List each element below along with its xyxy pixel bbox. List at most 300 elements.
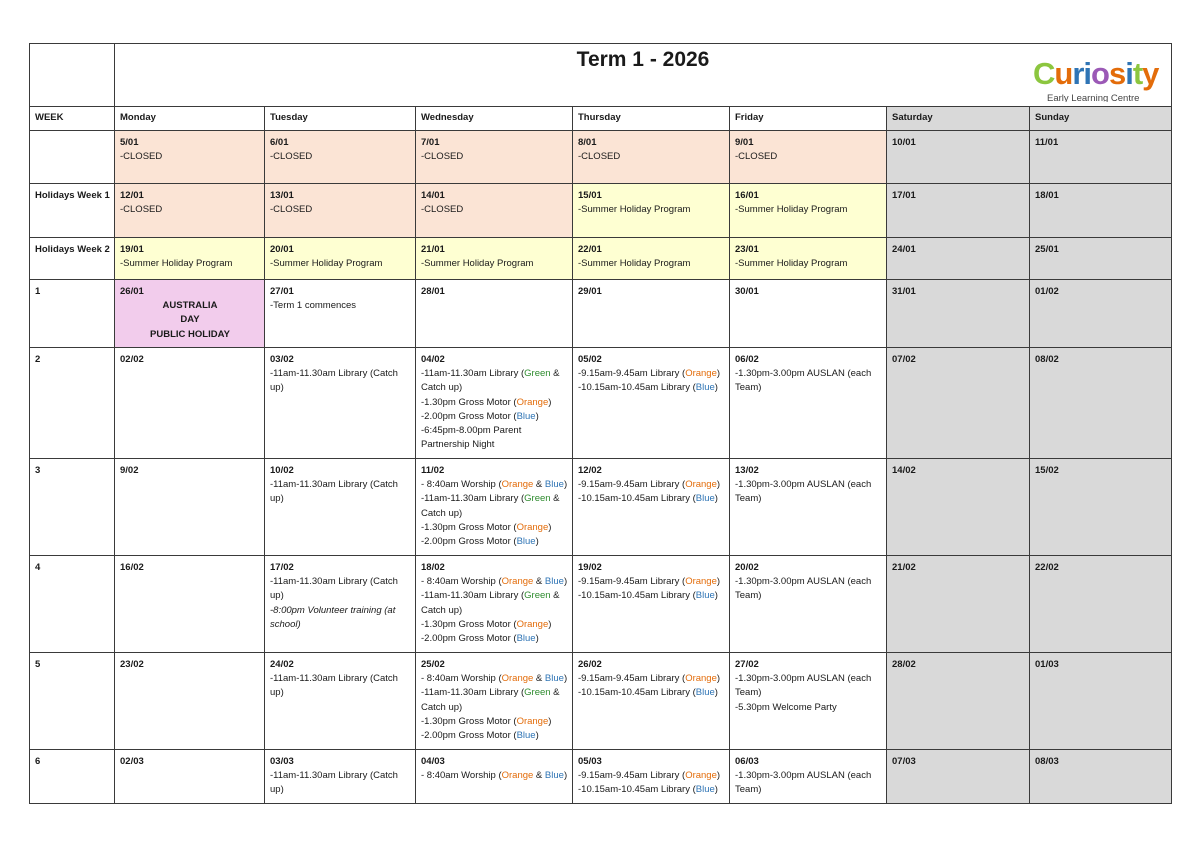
event-text: -Summer Holiday Program <box>735 258 848 270</box>
day-date: 15/02 <box>1035 465 1059 476</box>
team-color-label: Green <box>524 687 551 699</box>
day-cell <box>416 280 573 348</box>
event-text: -11am-11.30am Library ( <box>421 687 525 699</box>
event-text: Team) <box>735 590 762 602</box>
day-date: 13/01 <box>270 190 294 201</box>
day-date: 22/02 <box>1035 562 1059 573</box>
day-cell <box>1030 131 1172 184</box>
team-color-label: Orange <box>501 479 534 491</box>
team-color-label: Orange <box>685 576 717 588</box>
day-cell <box>730 348 887 459</box>
day-cell <box>1030 280 1172 348</box>
day-date: 15/01 <box>578 190 602 201</box>
day-cell <box>115 184 265 238</box>
event-line <box>421 367 568 381</box>
corner-cell <box>30 44 115 107</box>
team-color-label: Orange <box>685 479 717 491</box>
week-label: Holidays Week 1 <box>30 184 115 238</box>
day-cell <box>1030 348 1172 459</box>
title-row <box>30 44 1172 107</box>
event-text: ) <box>716 576 721 588</box>
day-date: 8/01 <box>578 137 597 148</box>
week-label: 6 <box>30 750 115 804</box>
day-cell <box>730 238 887 280</box>
event-text: -10.15am-10.45am Library ( <box>578 590 696 602</box>
event-text: -10.15am-10.45am Library ( <box>578 382 696 394</box>
event-text: -9.15am-9.45am Library ( <box>578 368 686 380</box>
day-cell <box>573 131 730 184</box>
event-text: -2.00pm Gross Motor ( <box>421 536 517 548</box>
event-line <box>578 672 725 686</box>
event-text: ) <box>563 576 568 588</box>
event-text: Team) <box>735 784 762 796</box>
day-cell <box>1030 750 1172 804</box>
event-line <box>735 701 882 715</box>
event-text: ) <box>716 479 721 491</box>
day-date: 14/01 <box>421 190 445 201</box>
team-color-label: Blue <box>695 687 715 699</box>
event-text: ) <box>716 368 721 380</box>
event-line <box>421 257 568 271</box>
table-row <box>30 459 1172 556</box>
event-text: -11am-11.30am Library ( <box>421 493 525 505</box>
week-label: Holidays Week 2 <box>30 238 115 280</box>
team-color-label: Orange <box>501 673 534 685</box>
day-date: 24/02 <box>270 659 294 670</box>
day-date: 23/01 <box>735 244 759 255</box>
day-date: 07/02 <box>892 354 916 365</box>
team-color-label: Blue <box>516 410 536 422</box>
event-text: -CLOSED <box>270 151 313 163</box>
team-color-label: Blue <box>695 590 715 602</box>
event-text: & <box>550 687 560 699</box>
day-cell <box>416 131 573 184</box>
day-date: 21/02 <box>892 562 916 573</box>
day-date: 06/03 <box>735 756 759 767</box>
event-text: -11am-11.30am Library (Catch up) <box>270 770 398 796</box>
col-saturday: Saturday <box>887 107 1030 131</box>
event-text: Partnership Night <box>421 439 495 451</box>
event-text: -10.15am-10.45am Library ( <box>578 687 696 699</box>
day-cell <box>416 459 573 556</box>
day-cell <box>1030 556 1172 653</box>
event-line <box>735 589 882 603</box>
day-date: 20/01 <box>270 244 294 255</box>
event-text: & <box>533 576 545 588</box>
event-line <box>421 575 568 589</box>
holiday-label: AUSTRALIA <box>162 300 218 312</box>
event-text: - 8:40am Worship ( <box>421 479 502 491</box>
day-date: 7/01 <box>421 137 440 148</box>
day-date: 20/02 <box>735 562 759 573</box>
team-color-label: Orange <box>501 576 534 588</box>
event-line <box>421 589 568 603</box>
event-text: Catch up) <box>421 604 463 616</box>
curiosity-logo <box>1033 48 1165 102</box>
team-color-label: Blue <box>544 479 564 491</box>
team-color-label: Green <box>524 368 551 380</box>
event-text: & <box>550 493 560 505</box>
title-cell <box>115 44 1172 107</box>
team-color-label: Green <box>524 493 551 505</box>
event-line <box>421 701 568 715</box>
event-text: ) <box>563 770 568 782</box>
event-line <box>735 478 882 492</box>
day-date: 31/01 <box>892 286 916 297</box>
day-date: 14/02 <box>892 465 916 476</box>
day-cell <box>730 556 887 653</box>
day-date: 30/01 <box>735 286 759 297</box>
day-date: 08/03 <box>1035 756 1059 767</box>
day-date: 28/01 <box>421 286 445 297</box>
week-label: 4 <box>30 556 115 653</box>
day-cell <box>115 131 265 184</box>
event-line <box>421 478 568 492</box>
table-row <box>30 238 1172 280</box>
event-text: -CLOSED <box>421 151 464 163</box>
event-text: - 8:40am Worship ( <box>421 770 502 782</box>
event-line <box>735 686 882 700</box>
event-line <box>270 769 411 797</box>
event-line <box>578 367 725 381</box>
svg-text:Curiosity: Curiosity <box>1033 56 1159 91</box>
team-color-label: Blue <box>695 784 715 796</box>
day-date: 11/02 <box>421 465 445 476</box>
day-date: 26/01 <box>120 286 144 297</box>
day-date: 21/01 <box>421 244 445 255</box>
event-text: -CLOSED <box>120 151 163 163</box>
event-line <box>270 150 411 164</box>
team-color-label: Orange <box>516 618 549 630</box>
day-cell <box>887 238 1030 280</box>
event-line <box>421 672 568 686</box>
event-text: Catch up) <box>421 382 463 394</box>
event-line <box>735 150 882 164</box>
event-text: -11am-11.30am Library ( <box>421 590 525 602</box>
day-date: 10/01 <box>892 137 916 148</box>
day-cell <box>573 348 730 459</box>
event-line <box>120 203 260 217</box>
event-text: ) <box>548 618 552 630</box>
day-date: 23/02 <box>120 659 144 670</box>
day-cell <box>887 459 1030 556</box>
event-line <box>421 150 568 164</box>
day-cell <box>265 184 416 238</box>
day-date: 12/01 <box>120 190 144 201</box>
team-color-label: Blue <box>695 382 715 394</box>
day-date: 04/02 <box>421 354 445 365</box>
event-text: -10.15am-10.45am Library ( <box>578 493 696 505</box>
event-text: -1.30pm-3.00pm AUSLAN (each <box>735 576 872 588</box>
day-date: 28/02 <box>892 659 916 670</box>
day-date: 29/01 <box>578 286 602 297</box>
event-text: -1.30pm-3.00pm AUSLAN (each <box>735 770 872 782</box>
event-text: -CLOSED <box>421 204 464 216</box>
event-text: -1.30pm Gross Motor ( <box>421 715 517 727</box>
day-cell <box>730 750 887 804</box>
day-cell <box>115 459 265 556</box>
event-line <box>421 424 568 438</box>
event-text: -8:00pm Volunteer training (at <box>270 604 396 616</box>
event-line <box>421 715 568 729</box>
event-text: -1.30pm-3.00pm AUSLAN (each <box>735 368 872 380</box>
event-text: ) <box>714 382 718 394</box>
event-text: -11am-11.30am Library (Catch up) <box>270 479 398 505</box>
day-date: 01/03 <box>1035 659 1059 670</box>
event-text: -9.15am-9.45am Library ( <box>578 770 686 782</box>
day-cell <box>115 280 265 348</box>
day-cell <box>416 556 573 653</box>
logo-subtitle: Early Learning Centre <box>1047 93 1140 102</box>
day-cell <box>416 184 573 238</box>
event-text: ) <box>548 521 552 533</box>
day-cell <box>887 556 1030 653</box>
event-line <box>578 381 725 395</box>
header-row <box>30 107 1172 131</box>
team-color-label: Orange <box>685 770 717 782</box>
event-text: ) <box>548 715 552 727</box>
team-color-label: Blue <box>516 730 536 742</box>
team-color-label: Blue <box>544 770 564 782</box>
event-line <box>421 632 568 646</box>
event-line <box>578 150 725 164</box>
week-label: 5 <box>30 653 115 750</box>
event-line <box>735 203 882 217</box>
event-text: -Summer Holiday Program <box>120 258 233 270</box>
day-date: 27/02 <box>735 659 759 670</box>
day-date: 08/02 <box>1035 354 1059 365</box>
day-cell <box>730 280 887 348</box>
event-line <box>120 257 260 271</box>
day-cell <box>265 348 416 459</box>
day-cell <box>1030 459 1172 556</box>
event-text: -11am-11.30am Library ( <box>421 368 525 380</box>
day-cell <box>573 653 730 750</box>
event-line <box>735 381 882 395</box>
day-date: 6/01 <box>270 137 289 148</box>
day-date: 07/03 <box>892 756 916 767</box>
event-line <box>270 478 411 506</box>
table-row <box>30 750 1172 804</box>
col-wednesday: Wednesday <box>416 107 573 131</box>
day-cell <box>416 750 573 804</box>
event-line <box>578 478 725 492</box>
event-text: -Summer Holiday Program <box>270 258 383 270</box>
day-cell <box>573 184 730 238</box>
event-line <box>421 396 568 410</box>
event-line <box>735 769 882 783</box>
event-line <box>578 203 725 217</box>
day-cell <box>265 750 416 804</box>
day-date: 24/01 <box>892 244 916 255</box>
event-line <box>421 203 568 217</box>
day-cell <box>265 280 416 348</box>
day-date: 11/01 <box>1035 137 1059 148</box>
day-date: 17/02 <box>270 562 294 573</box>
event-text: -5.30pm Welcome Party <box>735 701 837 713</box>
event-text: -Summer Holiday Program <box>578 258 691 270</box>
day-date: 27/01 <box>270 286 294 297</box>
team-color-label: Blue <box>544 673 564 685</box>
event-text: -CLOSED <box>578 151 621 163</box>
event-line <box>270 604 411 618</box>
table-row <box>30 131 1172 184</box>
week-label: 2 <box>30 348 115 459</box>
event-line <box>270 299 411 313</box>
day-cell <box>730 131 887 184</box>
event-line <box>120 150 260 164</box>
day-date: 03/03 <box>270 756 294 767</box>
event-text: ) <box>563 673 568 685</box>
event-text: ) <box>535 536 539 548</box>
day-cell <box>1030 184 1172 238</box>
team-color-label: Orange <box>685 368 717 380</box>
event-text: -2.00pm Gross Motor ( <box>421 410 517 422</box>
event-text: ) <box>535 633 539 645</box>
day-date: 04/03 <box>421 756 445 767</box>
day-date: 19/02 <box>578 562 602 573</box>
event-line <box>735 367 882 381</box>
event-line <box>735 257 882 271</box>
day-date: 25/01 <box>1035 244 1059 255</box>
day-date: 02/02 <box>120 354 144 365</box>
event-line <box>421 381 568 395</box>
event-line <box>270 618 411 632</box>
event-text: ) <box>548 396 552 408</box>
col-sunday: Sunday <box>1030 107 1172 131</box>
event-text: Team) <box>735 382 762 394</box>
event-text: -1.30pm-3.00pm AUSLAN (each <box>735 673 872 685</box>
col-friday: Friday <box>730 107 887 131</box>
team-color-label: Orange <box>685 673 717 685</box>
event-text: - 8:40am Worship ( <box>421 576 502 588</box>
day-date: 9/02 <box>120 465 139 476</box>
team-color-label: Blue <box>516 536 536 548</box>
event-text: ) <box>714 687 718 699</box>
col-thursday: Thursday <box>573 107 730 131</box>
day-cell <box>265 238 416 280</box>
event-line <box>421 686 568 700</box>
event-text: -11am-11.30am Library (Catch up) <box>270 673 398 699</box>
page-title: Term 1 - 2026 <box>576 48 710 71</box>
day-cell <box>416 653 573 750</box>
event-line <box>735 492 882 506</box>
day-cell <box>887 131 1030 184</box>
day-cell <box>573 556 730 653</box>
event-line <box>578 589 725 603</box>
day-date: 19/01 <box>120 244 144 255</box>
col-tuesday: Tuesday <box>265 107 416 131</box>
event-line <box>421 438 568 452</box>
event-line <box>270 257 411 271</box>
day-cell <box>416 348 573 459</box>
event-line <box>578 686 725 700</box>
day-date: 18/02 <box>421 562 445 573</box>
event-line <box>270 575 411 603</box>
event-text: -9.15am-9.45am Library ( <box>578 576 686 588</box>
event-text: -10.15am-10.45am Library ( <box>578 784 696 796</box>
event-text: -CLOSED <box>270 204 313 216</box>
event-text: & <box>533 479 545 491</box>
event-text: -6:45pm-8.00pm Parent <box>421 425 522 437</box>
day-cell <box>573 750 730 804</box>
day-date: 9/01 <box>735 137 754 148</box>
day-cell <box>115 653 265 750</box>
team-color-label: Orange <box>516 715 549 727</box>
day-cell <box>265 653 416 750</box>
day-cell <box>887 653 1030 750</box>
table-row <box>30 280 1172 348</box>
day-date: 13/02 <box>735 465 759 476</box>
event-line <box>578 492 725 506</box>
table-row <box>30 184 1172 238</box>
event-line <box>270 203 411 217</box>
event-text: & <box>550 590 560 602</box>
day-cell <box>416 238 573 280</box>
day-cell <box>573 280 730 348</box>
event-text: -2.00pm Gross Motor ( <box>421 633 517 645</box>
event-text: -1.30pm Gross Motor ( <box>421 396 517 408</box>
event-text: -CLOSED <box>120 204 163 216</box>
day-cell <box>573 238 730 280</box>
event-text: ) <box>535 410 539 422</box>
week-label <box>30 131 115 184</box>
event-text: & <box>533 673 545 685</box>
day-cell <box>887 280 1030 348</box>
day-date: 05/03 <box>578 756 602 767</box>
event-line <box>270 367 411 395</box>
event-text: Catch up) <box>421 701 463 713</box>
day-cell <box>887 750 1030 804</box>
col-monday: Monday <box>115 107 265 131</box>
event-line <box>421 729 568 743</box>
event-text: Catch up) <box>421 507 463 519</box>
event-text: Team) <box>735 687 762 699</box>
event-line <box>735 783 882 797</box>
table-row <box>30 348 1172 459</box>
event-line <box>578 257 725 271</box>
team-color-label: Orange <box>516 396 549 408</box>
event-text: -1.30pm Gross Motor ( <box>421 521 517 533</box>
team-color-label: Orange <box>516 521 549 533</box>
holiday-label: PUBLIC HOLIDAY <box>150 328 230 340</box>
event-text: school) <box>270 618 301 630</box>
event-line <box>578 783 725 797</box>
event-line <box>421 769 568 783</box>
event-text: & <box>550 368 560 380</box>
day-date: 22/01 <box>578 244 602 255</box>
event-line <box>578 769 725 783</box>
event-text: -11am-11.30am Library (Catch up) <box>270 368 398 394</box>
day-date: 06/02 <box>735 354 759 365</box>
table-row <box>30 653 1172 750</box>
event-text: -9.15am-9.45am Library ( <box>578 673 686 685</box>
week-label: 3 <box>30 459 115 556</box>
event-line <box>735 672 882 686</box>
calendar-body <box>30 131 1172 804</box>
day-cell <box>730 184 887 238</box>
col-week: WEEK <box>30 107 115 131</box>
event-text: ) <box>716 673 721 685</box>
day-cell <box>115 348 265 459</box>
event-line <box>421 410 568 424</box>
event-line <box>421 507 568 521</box>
team-color-label: Blue <box>544 576 564 588</box>
event-text: ) <box>563 479 568 491</box>
event-line <box>421 535 568 549</box>
event-text: -Summer Holiday Program <box>421 258 534 270</box>
event-text: -CLOSED <box>735 151 778 163</box>
